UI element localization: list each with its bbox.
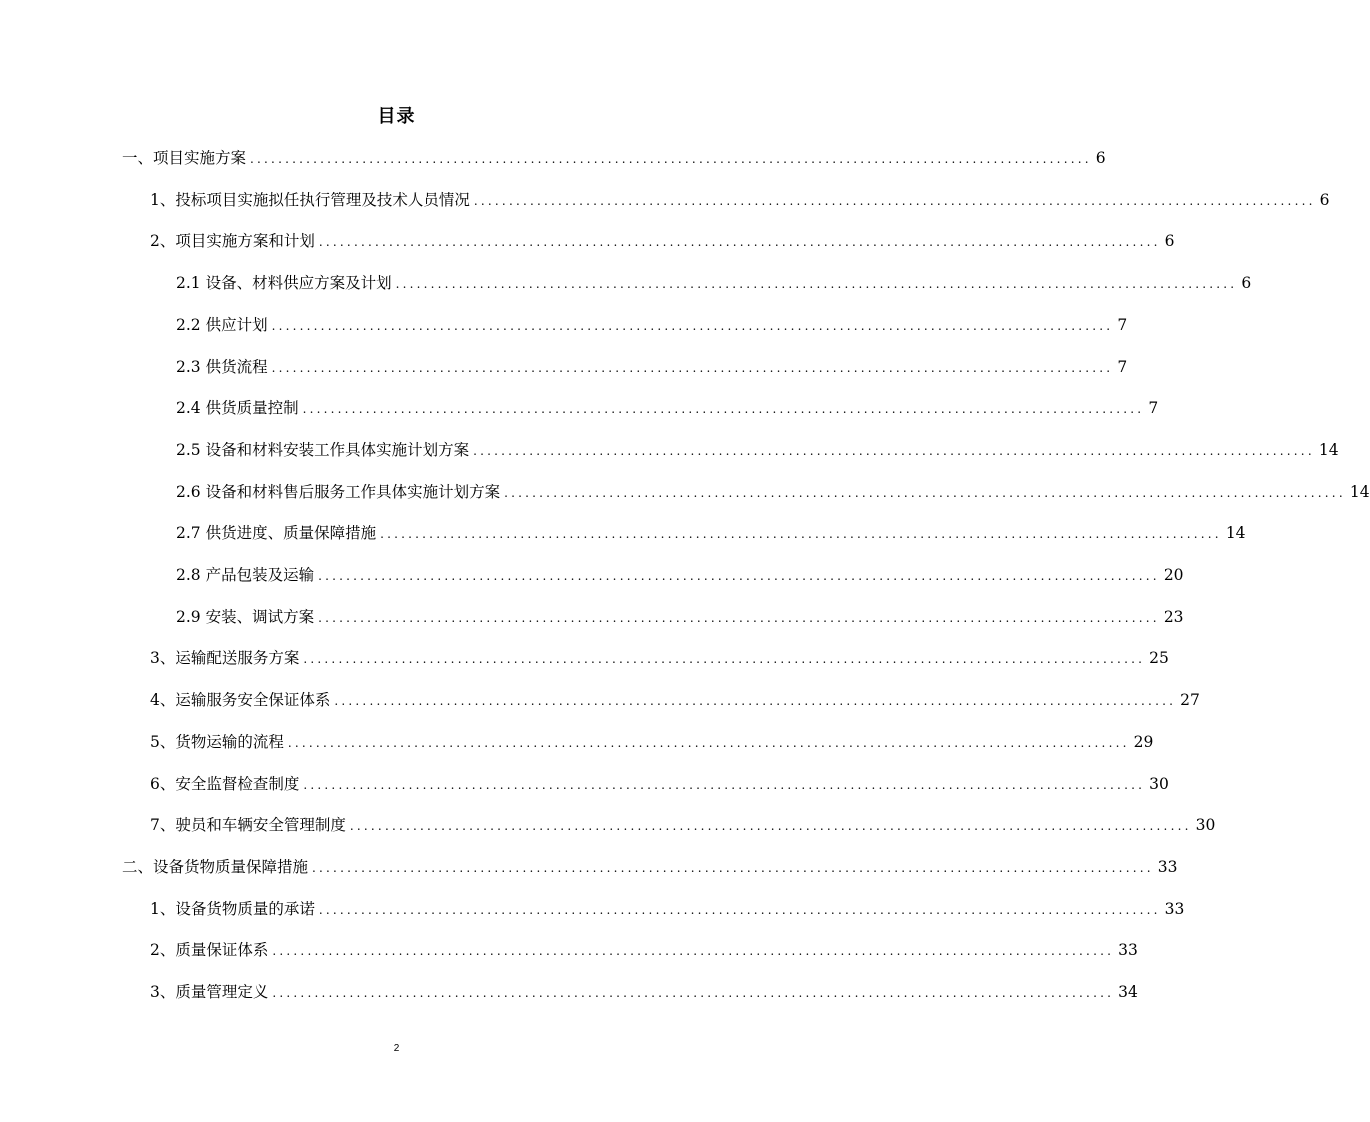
toc-dot-leader: ........................................................................................................................ (504, 485, 1346, 500)
toc-entry-text: 2.7 供货进度、质量保障措施 (176, 524, 377, 543)
toc-entry-page: 27 (1180, 691, 1200, 710)
toc-entry[interactable] (150, 688, 1200, 712)
toc-entry[interactable] (176, 438, 1339, 462)
toc-title: 目录 (377, 106, 416, 127)
toc-dot-leader: ........................................................................................................................ (395, 277, 1238, 292)
toc-dot-leader: ........................................................................................................................ (271, 318, 1114, 333)
toc-entry-page: 7 (1117, 357, 1128, 376)
toc-dot-leader: ........................................................................................................................ (272, 944, 1115, 959)
toc-entry-text: 2.1 设备、材料供应方案及计划 (176, 274, 392, 293)
toc-entry[interactable] (150, 897, 1185, 921)
toc-dot-leader: ........................................................................................................................ (303, 652, 1146, 667)
toc-entry-page: 14 (1225, 524, 1246, 543)
toc-entry-text: 二、设备货物质量保障措施 (122, 857, 309, 876)
toc-entry-text: 1、投标项目实施拟任执行管理及技术人员情况 (150, 190, 470, 209)
toc-entry[interactable] (150, 646, 1169, 670)
toc-entry-text: 5、货物运输的流程 (150, 732, 284, 751)
toc-entry[interactable] (176, 355, 1128, 379)
toc-entry-page: 23 (1163, 607, 1184, 626)
toc-entry-page: 6 (1241, 274, 1252, 293)
toc-entry-text: 2.6 设备和材料售后服务工作具体实施计划方案 (176, 482, 501, 501)
toc-entry[interactable] (150, 730, 1154, 754)
toc-dot-leader: ........................................................................................................................ (334, 694, 1177, 709)
toc-entry[interactable] (122, 146, 1106, 170)
toc-dot-leader: ........................................................................................................................ (302, 402, 1145, 417)
toc-entry-page: 14 (1349, 482, 1370, 501)
toc-dot-leader: ........................................................................................................................ (303, 777, 1146, 792)
toc-entry-page: 6 (1319, 190, 1330, 209)
toc-entry-page: 6 (1164, 232, 1175, 251)
toc-dot-leader: ........................................................................................................................ (473, 193, 1316, 208)
toc-entry-text: 1、设备货物质量的承诺 (150, 899, 315, 918)
toc-entry-text: 2.5 设备和材料安装工作具体实施计划方案 (176, 440, 470, 459)
toc-entry-text: 2.2 供应计划 (176, 315, 268, 334)
toc-dot-leader: ........................................................................................................................ (380, 527, 1222, 542)
toc-entry[interactable] (150, 188, 1330, 212)
toc-entry[interactable] (176, 396, 1159, 420)
toc-entry[interactable] (150, 980, 1138, 1004)
toc-entry-text: 2.8 产品包装及运输 (176, 566, 315, 584)
toc-entry-page: 14 (1318, 440, 1339, 459)
toc-entry-text: 3、质量管理定义 (150, 983, 269, 1001)
toc-entry-page: 29 (1133, 732, 1154, 751)
toc-dot-leader: ........................................................................................................................ (287, 735, 1130, 750)
toc-entry[interactable] (176, 271, 1252, 295)
toc-entry[interactable] (150, 772, 1169, 796)
toc-entry-page: 7 (1148, 399, 1159, 418)
toc-entry-text: 2、项目实施方案和计划 (150, 232, 315, 251)
toc-entry[interactable] (122, 855, 1178, 879)
toc-entry[interactable] (176, 480, 1370, 504)
toc-entry-page: 33 (1157, 857, 1178, 876)
toc-entry-text: 2.3 供货流程 (176, 357, 268, 376)
toc-entry-page: 6 (1095, 149, 1106, 167)
toc-dot-leader: ........................................................................................................................ (318, 569, 1160, 583)
toc-dot-leader: ........................................................................................................................ (318, 610, 1160, 625)
toc-dot-leader: ........................................................................................................................ (473, 443, 1315, 458)
toc-entry-page: 25 (1149, 649, 1169, 668)
toc-entry-page: 34 (1118, 983, 1138, 1001)
toc-entry-text: 7、驶员和车辆安全管理制度 (150, 816, 346, 835)
toc-entry-text: 6、安全监督检查制度 (150, 774, 300, 793)
toc-entry[interactable] (150, 938, 1138, 962)
toc-dot-leader: ........................................................................................................................ (318, 902, 1161, 917)
toc-entry[interactable] (176, 521, 1246, 545)
toc-entry-page: 30 (1149, 774, 1169, 793)
toc-entry-text: 2.4 供货质量控制 (176, 399, 299, 418)
toc-dot-leader: ........................................................................................................................ (318, 235, 1161, 250)
toc-entry-text: 4、运输服务安全保证体系 (150, 691, 331, 710)
toc-entry[interactable] (150, 813, 1216, 837)
toc-entry-text: 2、质量保证体系 (150, 941, 269, 960)
toc-entry[interactable] (176, 563, 1184, 587)
toc-entry[interactable] (150, 229, 1175, 253)
toc-entry-page: 7 (1117, 315, 1128, 334)
toc-entry[interactable] (176, 605, 1184, 629)
toc-entry[interactable] (176, 313, 1128, 337)
toc-entry-text: 一、项目实施方案 (122, 149, 247, 167)
toc-dot-leader: ........................................................................................................................ (349, 819, 1192, 834)
toc-entry-page: 33 (1164, 899, 1185, 918)
toc-dot-leader: ........................................................................................................................ (312, 860, 1154, 875)
toc-entry-text: 2.9 安装、调试方案 (176, 607, 315, 626)
toc-entry-page: 33 (1118, 941, 1138, 960)
toc-dot-leader: ........................................................................................................................ (271, 360, 1114, 375)
toc-entry-page: 30 (1195, 816, 1216, 835)
toc-dot-leader: ........................................................................................................................ (272, 986, 1115, 1000)
toc-entry-text: 3、运输配送服务方案 (150, 649, 300, 668)
page-number: 2 (393, 1043, 400, 1054)
toc-dot-leader: ........................................................................................................................ (250, 152, 1092, 166)
toc-entry-page: 20 (1163, 566, 1184, 584)
